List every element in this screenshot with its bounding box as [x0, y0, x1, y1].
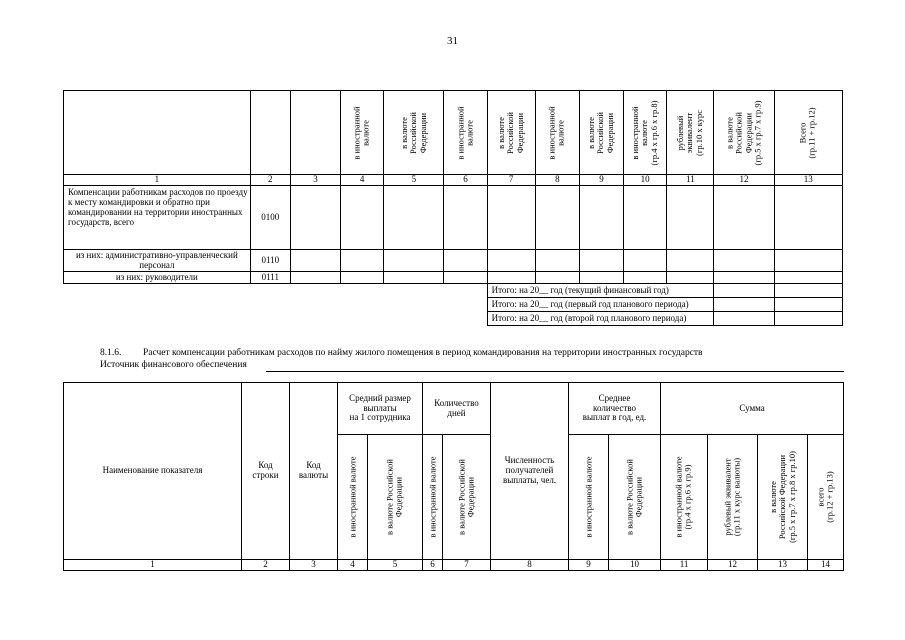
header-row-1	[64, 383, 844, 435]
data-cell[interactable]	[667, 186, 714, 250]
header-rub: в валюте Российской Федерации	[579, 91, 623, 175]
header-rub-equivalent: рублевый эквивалент (гр.11 x курс валюты)	[708, 435, 758, 560]
column-number: 5	[368, 560, 423, 571]
data-cell[interactable]	[290, 186, 340, 250]
data-cell[interactable]	[624, 186, 667, 250]
column-number: 10	[624, 175, 667, 186]
column-number: 1	[64, 175, 251, 186]
header-foreign-total: в иностранной валюте (гр.4 x гр.6 x гр.9)	[661, 435, 708, 560]
header-indicator-name: Наименование показателя	[64, 383, 242, 560]
row-code: 0111	[250, 272, 290, 284]
travel-compensation-table	[63, 90, 843, 326]
column-number: 11	[661, 560, 708, 571]
header-days-count: Количество дней	[423, 383, 491, 435]
header-blank	[64, 91, 251, 175]
spacer	[64, 298, 488, 312]
header-rub-equivalent: рублевый эквивалент (гр.10 x курс	[667, 91, 714, 175]
total-label: Итого: на 20__ год (текущий финансовый год)	[487, 284, 714, 298]
data-cell[interactable]	[290, 272, 340, 284]
column-number: 6	[444, 175, 487, 186]
total-cell[interactable]	[774, 284, 842, 298]
column-number: 13	[774, 175, 842, 186]
total-label: Итого: на 20__ год (первый год планового периода)	[487, 298, 714, 312]
data-cell[interactable]	[341, 272, 384, 284]
header-sum: Сумма	[661, 383, 844, 435]
data-cell[interactable]	[341, 250, 384, 272]
data-cell[interactable]	[579, 250, 623, 272]
data-cell[interactable]	[667, 250, 714, 272]
data-cell[interactable]	[535, 272, 579, 284]
total-label: Итого: на 20__ год (второй год планового периода)	[487, 312, 714, 326]
header-avg-count: Среднее количество выплат в год, ед.	[569, 383, 661, 435]
total-cell[interactable]	[714, 312, 774, 326]
data-cell[interactable]	[384, 186, 444, 250]
column-number: 8	[535, 175, 579, 186]
data-cell[interactable]	[714, 250, 774, 272]
row-name: из них: административно-управленческий персонал	[64, 250, 251, 272]
data-cell[interactable]	[714, 186, 774, 250]
data-cell[interactable]	[444, 186, 487, 250]
column-number: 4	[341, 175, 384, 186]
data-cell[interactable]	[444, 272, 487, 284]
column-number: 12	[714, 175, 774, 186]
data-cell[interactable]	[774, 250, 842, 272]
column-number: 6	[423, 560, 443, 571]
column-number: 5	[384, 175, 444, 186]
header-foreign-total: в иностранной валюте (гр.4 x гр.6 x гр.8)	[624, 91, 667, 175]
header-grand-total: Всего (гр.11 + гр.12)	[774, 91, 842, 175]
column-number: 11	[667, 175, 714, 186]
column-number: 3	[290, 175, 340, 186]
table-row	[64, 272, 843, 284]
column-number: 7	[487, 175, 535, 186]
header-rub: в валюте Российской Федерации	[384, 91, 444, 175]
data-cell[interactable]	[714, 272, 774, 284]
header-foreign-currency: в иностранной валюте	[535, 91, 579, 175]
column-number: 1	[64, 560, 242, 571]
column-number: 8	[491, 560, 569, 571]
funding-source-field[interactable]	[266, 371, 844, 372]
column-number: 2	[242, 560, 290, 571]
column-number: 9	[569, 560, 609, 571]
total-row	[64, 312, 843, 326]
header-currency-code: Код валюты	[290, 383, 338, 560]
data-cell[interactable]	[667, 272, 714, 284]
data-cell[interactable]	[384, 250, 444, 272]
data-cell[interactable]	[579, 186, 623, 250]
header-recipients: Численность получателей выплаты, чел.	[491, 383, 569, 560]
column-number: 2	[250, 175, 290, 186]
total-cell[interactable]	[774, 298, 842, 312]
header-blank	[250, 91, 290, 175]
section-number: 8.1.6.	[100, 348, 122, 358]
header-blank	[290, 91, 340, 175]
data-cell[interactable]	[487, 250, 535, 272]
header-rub: в валюте Российской Федерации	[368, 435, 423, 560]
column-number: 7	[443, 560, 491, 571]
row-name: из них: руководители	[64, 272, 251, 284]
header-foreign-currency: в иностранной валюте	[423, 435, 443, 560]
header-rub: в валюте Российской Федерации	[443, 435, 491, 560]
header-foreign-currency: в иностранной валюте	[569, 435, 609, 560]
header-rub: в валюте Российской Федерации	[609, 435, 661, 560]
data-cell[interactable]	[624, 250, 667, 272]
spacer	[64, 312, 488, 326]
header-rub: в валюте Российской Федерации	[487, 91, 535, 175]
column-numbers-row	[64, 175, 843, 186]
data-cell[interactable]	[487, 272, 535, 284]
funding-source-label: Источник финансового обеспечения	[100, 360, 247, 370]
column-number: 3	[290, 560, 338, 571]
header-avg-payment: Средний размер выплаты на 1 сотрудника	[338, 383, 423, 435]
housing-compensation-table	[63, 382, 844, 571]
data-cell[interactable]	[535, 250, 579, 272]
data-cell[interactable]	[774, 186, 842, 250]
total-cell[interactable]	[714, 298, 774, 312]
header-rub-total: в валюте Российской Федерации (гр.5 x гр.7 x гр.8 x гр.10)	[758, 435, 808, 560]
header-row	[64, 91, 843, 175]
data-cell[interactable]	[444, 250, 487, 272]
header-rub-total: в валюте Российской Федерации (гр.5 x гр.7 x гр.9)	[714, 91, 774, 175]
data-cell[interactable]	[774, 272, 842, 284]
data-cell[interactable]	[535, 186, 579, 250]
table-row	[64, 186, 843, 250]
page-number: 31	[447, 35, 458, 47]
row-code: 0110	[250, 250, 290, 272]
header-foreign-currency: в иностранной валюте	[444, 91, 487, 175]
column-numbers-row	[64, 560, 844, 571]
data-cell[interactable]	[624, 272, 667, 284]
header-row-code: Код строки	[242, 383, 290, 560]
column-number: 4	[338, 560, 368, 571]
data-cell[interactable]	[290, 250, 340, 272]
column-number: 12	[708, 560, 758, 571]
total-row	[64, 298, 843, 312]
header-foreign-currency: в иностранной валюте	[341, 91, 384, 175]
column-number: 13	[758, 560, 808, 571]
spacer	[64, 284, 488, 298]
data-cell[interactable]	[487, 186, 535, 250]
total-cell[interactable]	[714, 284, 774, 298]
table-row	[64, 250, 843, 272]
data-cell[interactable]	[384, 272, 444, 284]
row-code: 0100	[250, 186, 290, 250]
column-number: 10	[609, 560, 661, 571]
column-number: 9	[579, 175, 623, 186]
header-grand-total: всего (гр.12 + гр.13)	[808, 435, 844, 560]
section-title: Расчет компенсации работникам расходов по найму жилого помещения в период командирования на территории иностранных государств	[143, 348, 703, 358]
header-foreign-currency: в иностранной валюте	[338, 435, 368, 560]
column-number: 14	[808, 560, 844, 571]
data-cell[interactable]	[341, 186, 384, 250]
data-cell[interactable]	[579, 272, 623, 284]
total-cell[interactable]	[774, 312, 842, 326]
row-name: Компенсации работникам расходов по проезду к месту командировки и обратно при командировании на территории иностранных государств, всего	[64, 186, 251, 250]
total-row	[64, 284, 843, 298]
